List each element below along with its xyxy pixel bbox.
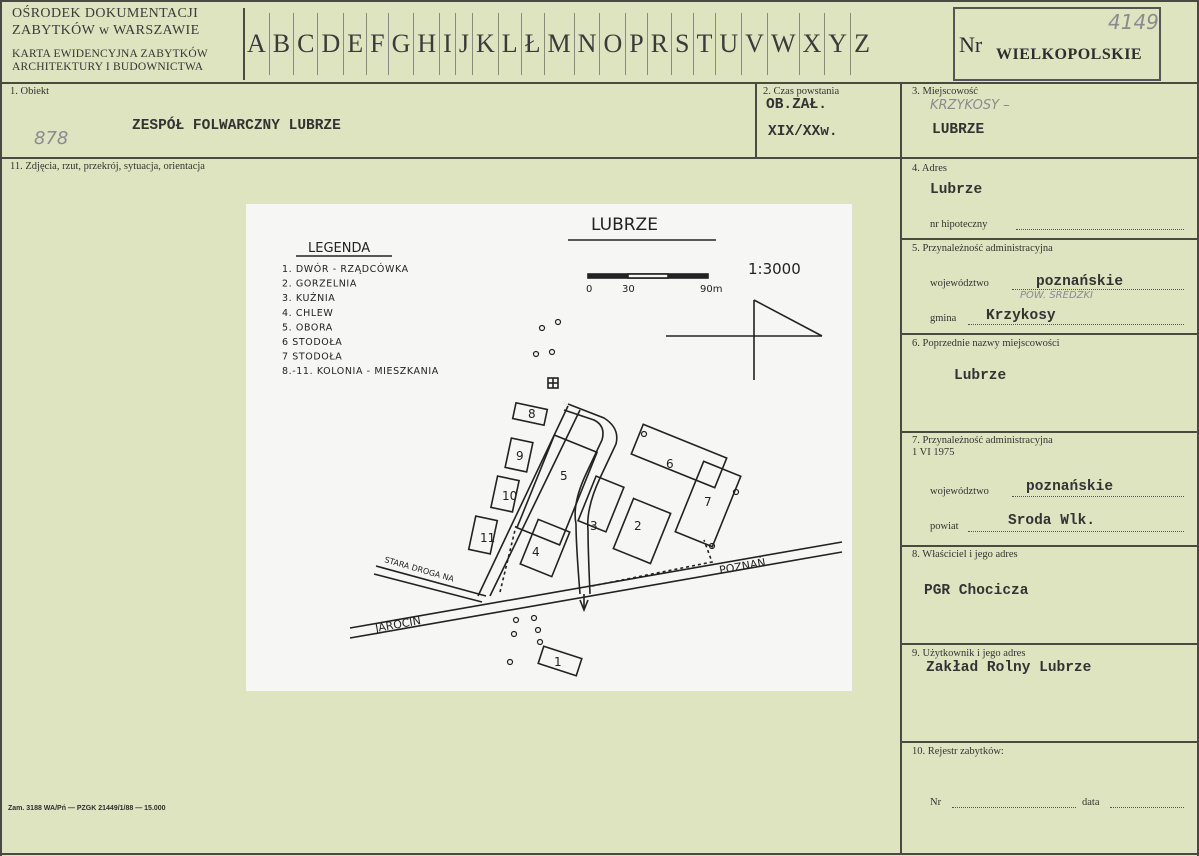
index-letter: Ł	[522, 13, 545, 75]
nr-value: WIELKOPOLSKIE	[996, 46, 1143, 63]
frame-top	[0, 0, 1199, 2]
index-letter: U	[716, 13, 742, 75]
rule-7	[900, 431, 1199, 433]
przyn2-woj-line	[1012, 496, 1184, 497]
row1-divider-1	[755, 82, 757, 158]
przyn1-gmina-value: Krzykosy	[986, 308, 1056, 324]
rejestr-nr-line	[952, 807, 1076, 808]
site-plan-drawing	[246, 204, 852, 691]
map-scale: 1:3000	[748, 260, 801, 278]
index-letter: L	[499, 13, 522, 75]
uzytkownik-value: Zakład Rolny Lubrze	[926, 660, 1092, 676]
header-bottom-rule	[0, 82, 1199, 84]
index-letter: K	[473, 13, 499, 75]
uzytkownik-label: 9. Użytkownik i jego adres	[912, 648, 1026, 659]
rule-8	[900, 545, 1199, 547]
przyn1-label: 5. Przynależność administracyjna	[912, 243, 1053, 254]
rule-5	[900, 238, 1199, 240]
index-letter: X	[800, 13, 826, 75]
index-letter: O	[600, 13, 626, 75]
alphabet-index	[244, 8, 873, 80]
map-legend-title: LEGENDA	[308, 241, 371, 256]
right-column-divider	[900, 82, 902, 854]
building-number: 3	[590, 519, 598, 533]
miejscowosc-label: 3. Miejscowość	[912, 86, 978, 97]
road-label-poznan: POZNAŃ	[718, 556, 767, 577]
frame-right	[1197, 0, 1199, 856]
building-number: 6	[666, 457, 674, 471]
card-type-line-2: ARCHITEKTURY I BUDOWNICTWA	[12, 61, 204, 73]
przyn1-gmina-line	[968, 324, 1184, 325]
frame-left	[0, 0, 2, 856]
index-letter: G	[389, 13, 415, 75]
site-plan-photo	[246, 204, 852, 691]
org-line-2: ZABYTKÓW w WARSZAWIE	[12, 23, 200, 38]
map-title: LUBRZE	[591, 215, 658, 235]
index-letter: D	[318, 13, 344, 75]
adres-value: Lubrze	[930, 182, 983, 198]
index-letter: S	[672, 13, 693, 75]
index-letter: R	[648, 13, 672, 75]
legend-item: 7 STODOŁA	[282, 351, 343, 363]
scale-tick-0: 0	[586, 284, 593, 295]
legend-item: 5. OBORA	[282, 322, 333, 334]
index-letter: J	[456, 13, 473, 75]
index-letter: Y	[825, 13, 851, 75]
czas-line-1: OB.ZAŁ.	[766, 97, 827, 113]
card-type-line-1: KARTA EWIDENCYJNA ZABYTKÓW	[12, 48, 208, 60]
przyn2-powiat-line	[968, 531, 1184, 532]
frame-bottom	[0, 853, 1199, 855]
hipoteczny-label: nr hipoteczny	[930, 219, 988, 230]
przyn2-powiat-value: Sroda Wlk.	[1008, 513, 1096, 529]
road-label-old: STARA DROGA NA	[383, 555, 455, 584]
building-number: 4	[532, 545, 540, 559]
index-letter: H	[414, 13, 440, 75]
przyn1-woj-label: województwo	[930, 278, 989, 289]
przyn2-woj-label: województwo	[930, 486, 989, 497]
index-letter: E	[344, 13, 367, 75]
legend-item: 3. KUŹNIA	[282, 293, 336, 305]
rejestr-label: 10. Rejestr zabytków:	[912, 746, 1004, 757]
przyn1-gmina-label: gmina	[930, 313, 957, 324]
nr-handwritten: 4149	[1108, 10, 1159, 34]
building-number: 1	[554, 655, 562, 669]
obiekt-value: ZESPÓŁ FOLWARCZNY LUBRZE	[132, 118, 341, 134]
czas-label: 2. Czas powstania	[763, 86, 840, 97]
nr-label: Nr	[959, 32, 983, 57]
building-number: 10	[502, 489, 518, 503]
index-letter: A	[244, 13, 270, 75]
rejestr-data-label: data	[1082, 797, 1100, 808]
building-number: 9	[516, 449, 524, 463]
index-letter: F	[367, 13, 388, 75]
zdjecia-label: 11. Zdjęcia, rzut, przekrój, sytuacja, orientacja	[10, 161, 205, 172]
rule-9	[900, 643, 1199, 645]
legend-item: 1. DWÓR - RZĄDCÓWKA	[282, 264, 409, 275]
index-letter: T	[694, 13, 717, 75]
przyn2-label: 7. Przynależność administracyjna	[912, 435, 1053, 446]
przyn1-hand: POW. ŚREDZKI	[1020, 290, 1094, 301]
przyn2-powiat-label: powiat	[930, 521, 959, 532]
przyn2-woj-value: poznańskie	[1026, 479, 1114, 495]
rule-10	[900, 741, 1199, 743]
rejestr-nr-label: Nr	[930, 797, 942, 808]
index-letter: B	[270, 13, 294, 75]
index-letter: V	[742, 13, 768, 75]
rejestr-data-line	[1110, 807, 1184, 808]
scale-tick-30: 30	[622, 284, 635, 295]
wlasciciel-value: PGR Chocicza	[924, 583, 1029, 599]
czas-line-2: XIX/XXw.	[768, 124, 838, 140]
building-number: 5	[560, 469, 568, 483]
building-number: 8	[528, 407, 536, 421]
rule-6	[900, 333, 1199, 335]
adres-label: 4. Adres	[912, 163, 947, 174]
index-letter: I	[440, 13, 456, 75]
poprz-label: 6. Poprzednie nazwy miejscowości	[912, 338, 1060, 349]
hipoteczny-line	[1016, 229, 1184, 230]
poprz-value: Lubrze	[954, 368, 1007, 384]
road-label-jarocin: JAROCIN	[374, 614, 422, 635]
index-letter: Z	[854, 29, 870, 58]
index-letter: P	[626, 13, 647, 75]
miejscowosc-hand: KRZYKOSY –	[930, 98, 1010, 113]
legend-item: 2. GORZELNIA	[282, 278, 357, 290]
row1-bottom-rule	[0, 157, 1199, 159]
obiekt-hand-number: 878	[34, 128, 69, 149]
print-note: Zam. 3188 WA/Pń — PZGK 21449/1/88 — 15.000	[8, 805, 166, 812]
przyn1-woj-value: poznańskie	[1036, 274, 1124, 290]
building-number: 11	[480, 531, 496, 545]
przyn2-date: 1 VI 1975	[912, 447, 955, 458]
legend-item: 6 STODOŁA	[282, 337, 343, 348]
wlasciciel-label: 8. Właściciel i jego adres	[912, 549, 1018, 560]
index-letter: W	[768, 13, 800, 75]
index-letter: M	[545, 13, 575, 75]
building-number: 2	[634, 519, 642, 533]
miejscowosc-value: LUBRZE	[932, 122, 985, 138]
building-number: 7	[704, 495, 712, 509]
index-letter: N	[575, 13, 601, 75]
scale-tick-90: 90m	[700, 284, 723, 295]
org-line-1: OŚRODEK DOKUMENTACJI	[12, 6, 199, 21]
index-letter: C	[294, 13, 318, 75]
legend-item: 8.-11. KOLONIA - MIESZKANIA	[282, 366, 439, 378]
obiekt-label: 1. Obiekt	[10, 86, 50, 97]
legend-item: 4. CHLEW	[282, 307, 334, 319]
